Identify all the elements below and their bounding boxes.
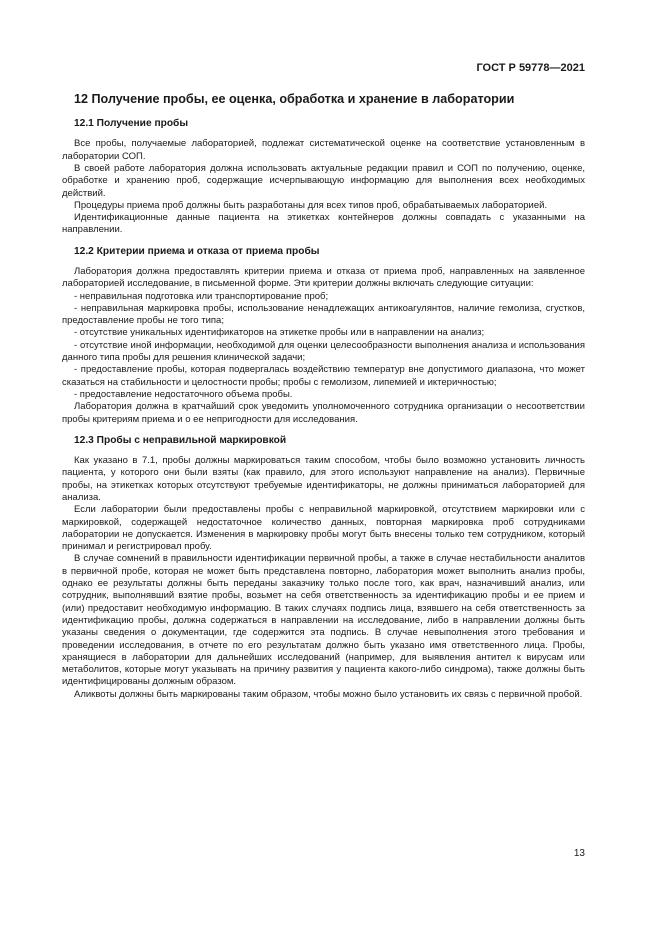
section-title: 12 Получение пробы, ее оценка, обработка и хранение в лаборатории <box>74 92 515 106</box>
section-12-2 <box>62 246 585 426</box>
list-item: - отсутствие иной информации, необходимой для оценки целесообразности выполнения анализа и использования данного типа пробы для решения клинической задачи; <box>62 339 585 364</box>
paragraph: Идентификационные данные пациента на этикетках контейнеров должны совпадать с указанными на направлении. <box>62 212 585 236</box>
paragraph: Лаборатория должна в кратчайший срок уведомить уполномоченного сотрудника организации о несоответствии пробы критериям приема и о ее непригодности для исследования. <box>62 401 585 425</box>
subsection-heading: 12.2 Критерии приема и отказа от приема пробы <box>74 245 320 257</box>
paragraph: В случае сомнений в правильности идентификации первичной пробы, а также в случае нестабильности аналитов в первичной пробе, которая не может быть представлена повторно, лаборатория может выполнить анализ пробы, однако ее результаты должны быть переданы заказчику только после того, как врач, назначивший анализ, или сотрудник, выполнявший взятие пробы, возьмет на себя ответственность за идентификацию пробы и ее прием и (или) предоставит необходимую информацию. В таких случаях подпись лица, взявшего на себя ответственность за идентификацию пробы, должна содержаться в направлении на исследование, либо в направлении должны быть указаны сведения о документации, где содержится эта подпись. В случае невыполнения этого требования и проведении исследования, в отчете по его результатам должно быть указано имя ответственного лица. Пробы, хранящиеся в лаборатории для дальнейших исследований (например, для выявления антител к вирусам или метаболитов, которые могут указывать на причину развития у пациента какого-либо синдрома), также должны быть идентифицированы должным образом. <box>62 553 585 688</box>
subsection-heading: 12.1 Получение пробы <box>74 118 189 130</box>
paragraph: Как указано в 7.1, пробы должны маркироваться таким способом, чтобы было возможно установить личность пациента, у которого они были взяты (как правило, для этого используют направление на анализ). Первичные пробы, на этикетках которых отсутствуют требуемые идентификаторы, не должны приниматься лабораторией для анализа. <box>62 455 585 503</box>
list-item: - предоставление недостаточного объема пробы. <box>74 388 293 400</box>
paragraph: Аликвоты должны быть маркированы таким образом, чтобы можно было установить их связь с первичной пробой. <box>74 688 583 700</box>
paragraph: В своей работе лаборатория должна использовать актуальные редакции правил и СОП по получению, оценке, обработке и хранению проб, содержащие исчерпывающую информацию для выполнения всех необходимых действий. <box>62 162 585 199</box>
document-body <box>62 92 585 710</box>
section-12-3 <box>62 435 585 701</box>
paragraph: Если лаборатории были предоставлены пробы с неправильной маркировкой, отсутствием маркировки или с маркировкой, содержащей недостаточное количество данных, повторная маркировка проб сотрудниками лаборатории не допускается. Изменения в маркировку пробы могут быть внесены только тем сотрудником, который принимал и регистрировал пробу. <box>62 504 585 553</box>
subsection-heading: 12.3 Пробы с неправильной маркировкой <box>74 434 287 446</box>
paragraph: Лаборатория должна предоставлять критерии приема и отказа от приема проб, направленных на заявленное лабораторией исследование, в письменной форме. Эти критерии должны включать следующие ситуации: <box>62 265 585 290</box>
list-item: - неправильная маркировка пробы, использование ненадлежащих антикоагулянтов, наличие гемолиза, сгустков, предоставление пробы не того типа; <box>62 302 585 327</box>
list-item: - отсутствие уникальных идентификаторов на этикетке пробы или в направлении на анализ; <box>74 327 485 339</box>
paragraph: Все пробы, получаемые лабораторией, подлежат систематической оценке на соответствие установленным в лаборатории СОП. <box>62 138 585 162</box>
list-item: - неправильная подготовка или транспортирование проб; <box>74 290 329 302</box>
section-12-1 <box>62 118 585 237</box>
list-item: - предоставление пробы, которая подвергалась воздействию температур вне допустимого диапазона, что может сказаться на стабильности и целостности пробы; пробы с гемолизом, липемией и иктеричностью; <box>62 364 585 388</box>
page-number: 13 <box>573 848 585 859</box>
document-standard-code: ГОСТ Р 59778—2021 <box>476 62 585 74</box>
paragraph: Процедуры приема проб должны быть разработаны для всех типов проб, обрабатываемых лабораторией. <box>74 199 548 211</box>
